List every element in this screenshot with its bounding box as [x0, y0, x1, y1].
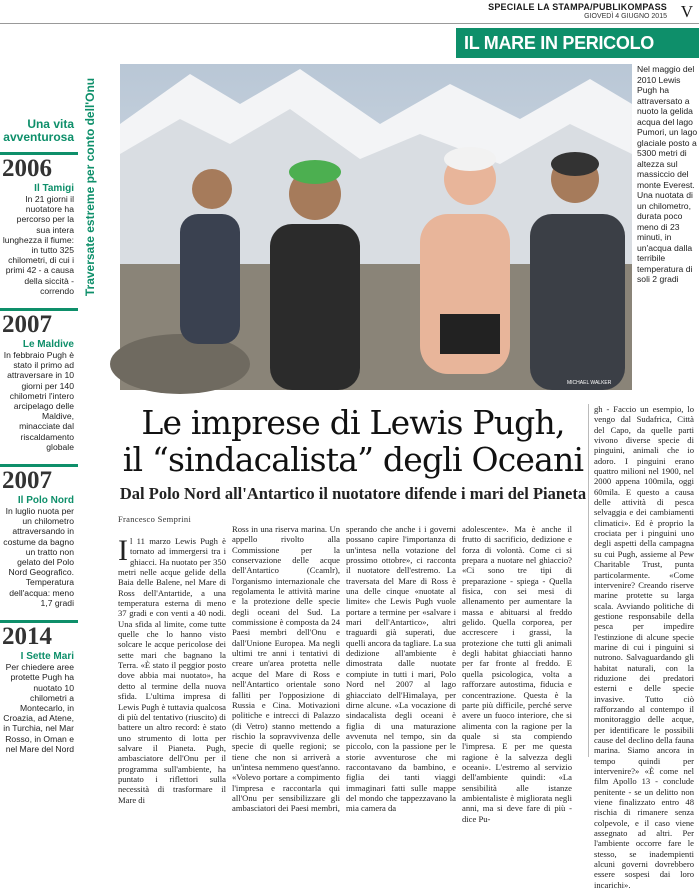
vertical-label-text: Traversate estreme per conto dell'Onu — [83, 77, 97, 297]
article-column-1 — [118, 534, 226, 805]
timeline-entry — [0, 152, 78, 302]
entry-text: In 21 giorni il nuotatore ha percorso per la sua intera lunghezza il fiume: in tutto 325 chilometri, di cui i primi 42 - a causa della siccità - correndo — [2, 194, 74, 296]
entry-year: 2006 — [2, 155, 52, 182]
entry-place: Il Polo Nord — [17, 495, 74, 507]
subheadline: Dal Polo Nord all'Antartico il nuotatore difende i mari del Pianeta — [119, 484, 587, 503]
article-column-2: Ross in una riserva marina. Un appello rivolto alla Commissione per la conservazione delle acque dell'Antartico (Ccamlr), l'organismo internazionale che regolamenta le attività marine e la protezione delle specie degli oceani del Sud. La commissione è composta da 24 Paesi membri dell'Onu e dall'Unione Europea. Ma negli ultimi tre anni i tentativi di creare un'area protetta nelle acque del Mare di Ross e nell'Antartico orientale sono falliti per l'opposizione di Russia e Cina. Motivazioni politiche e intrecci di Palazzo (di Vetro) stanno mettendo a rischio la sopravvivenza delle specie di quelle regioni; se tiene che non si arriverà a un'intesa nemmeno quest'anno. «Volevo portare a compimento l'impresa e raccontarla qui all'Onu per sensibilizzare gli ambasciatori dei Paesi membri, — [232, 524, 340, 814]
timeline-entry — [0, 464, 78, 614]
article-column-3: sperando che anche i i governi possano capire l'importanza di un'intesa nella votazione del prossimo ottobre», ci racconta il nuotatore dell'estremo. La traversata del Mare di Ross è una delle cinque «nuotate al limite» che Lewis Pugh vuole portare a termine per «salvare i mari dell'Antartico», altri traguardi già superati, due quelli ancora da tagliare. La sua dedizione all'ambiente è dimostrata dalle nuotate compiute in tutti i mari, Polo Nord nel 2007 al lago ghiacciato dell'Himalaya, per dirne alcune. «La vocazione di sindacalista degli oceani è figlia di una maturazione avvenuta nel tempo, sin da piccolo, con la passione per le storie avventurose che mi raccontavano da bambino, e figlia dei tanti viaggi immaginari fatti sulle mappe del mondo che tappezzavano la mia camera da — [346, 524, 456, 814]
byline: Francesco Semprini — [118, 514, 192, 524]
entry-place: I Sette Mari — [20, 651, 74, 663]
entry-place: Le Maldive — [22, 339, 74, 351]
photo-illustration — [120, 64, 632, 390]
timeline-sidebar — [0, 118, 78, 757]
section-name: SPECIALE LA STAMPA/PUBLIKOMPASS — [488, 2, 667, 12]
running-header — [0, 0, 699, 24]
section-info — [488, 3, 667, 21]
article-column-5: gh - Faccio un esempio, lo vengo dal Sudafrica, Città del Capo, da quelle parti vivono diverse specie di pinguini, animali che io adoro. I pinguini erano quattro milioni nel 1900, nel 2000 appena 100mila, oggi 60mila. E questo a causa delle attività di pesca selvaggia e dei cambiamenti climatici». Ed è proprio la crociata per i pinguini uno degli aspetti della campagna su cui Pugh, assieme al Pew Charitable Trust, punta particolarmente. «Come intervenire? Creando riserve marine protette su larga scala. Avviando politiche di gestione responsabile della pesca per impedire l'estinzione di alcune specie marine di cui i pinguini si nutrono. Salvaguardando gli habitat naturali, con la riduzione dei predatori esterni e delle specie invasive. Tutto ciò rafforzando al contempo il monitoraggio delle acque, per identificare le possibili cause del declino della fauna marina. Siamo ancora in tempo quindi per intervenire?» «È come nel film Apollo 13 - conclude penitente - se un delitto non viene finalizzato entro 48 rischia di rimanere senza colpevole, e il caso viene assegnato ad altri. Per l'ambiente occorre fare le stesso, se inadempienti alcuni governi dovrebbero essere sospesi dai loro incarichi». — [594, 404, 694, 890]
photo-caption: Nel maggio del 2010 Lewis Pugh ha attraversato a nuoto la gelida acqua del lago Pumori, un lago glaciale posto a 5300 metri di altezza sul massiccio del monte Everest. Una nuotata di un chilometro, durata poco meno di 23 minuti, in un'acqua dalla terribile temperatura di soli 2 gradi — [637, 64, 698, 284]
photo-credit: MICHAEL WALKER — [567, 380, 612, 386]
vertical-label — [80, 70, 98, 310]
column-text: l 11 marzo Lewis Pugh è tornato ad immergersi tra i ghiacci. Ha nuotato per 350 metri nelle acque gelide della Baia delle Balene, nel Mare di Ross dell'Antartide, a una temperatura esterna di meno 37 gradi e con venti a 40 nodi. Una sfida al limite, come tutte quelle che lo hanno visto solcare le acque pericolose dei sette mari che bagnano la Terra. «È stato il peggior posto dove abbia mai nuotato», ha detto al termine della nuova sfida. L'ultima impresa di Lewis Pugh è tuttavia qualcosa di più del tentativo (riuscito) di battere un altro record: è stato uno strumento di lotta per salvare il Pianeta. Pugh, ambasciatore dell'Onu per il programma sull'ambiente, ha puntato i riflettori sulla necessità di trasformare il Mare di — [118, 536, 226, 805]
entry-text: In febbraio Pugh è stato il primo ad attraversare in 10 giorni per 140 chilometri l'intero arcipelago delle Maldive, minacciate dal riscaldamento globale — [3, 350, 74, 452]
issue-date: GIOVEDÌ 4 GIUGNO 2015 — [584, 13, 667, 20]
entry-year: 2007 — [2, 311, 52, 339]
entry-text: Per chiedere aree protette Pugh ha nuotato 10 chilometri a Montecarlo, in Croazia, ad Atene, in Turchia, nel Mar Rosso, in Oman e nel Mare del Nord — [3, 662, 74, 754]
page-number: V — [680, 2, 693, 21]
headline — [118, 404, 588, 478]
entry-year: 2014 — [2, 623, 52, 651]
entry-place: Il Tamigi — [34, 183, 74, 194]
article-column-4: adolescente». Ma è anche il frutto di sacrificio, dedizione e forza di volontà. Come ci si prepara a nuotare nel ghiaccio? «Ci sono tre tipi di preparazione - spiega - Quella fisica, con sei mesi di allenamento per aumentare la massa e abituarsi al freddo gelido. Quella corporea, per accrescere i grassi, la protezione che tutti gli animali degli habitat ghiacciati hanno per far fronte al freddo. E quella psicologica, volta a rafforzare autostima, fiducia e concentrazione. Questa è la parte più difficile, perché serve avere un fuoco interiore, che si alimenta con la ragione per la quale si sta compiendo l'impresa. E per me questa ragione è la salvezza degli oceani». L'estremo al servizio dell'ambiente quindi: «La sensibilità alle istanze ambientaliste è migliorata negli anni, ma si deve fare di più - dice Pu- — [462, 524, 572, 824]
entry-year: 2007 — [2, 467, 52, 495]
timeline-entry — [0, 620, 78, 760]
lead-photo — [120, 64, 632, 390]
headline-line-2: il “sindacalista” degli Oceani — [122, 440, 584, 479]
entry-text: In luglio nuota per un chilometro attraversando in costume da bagno un tratto non gelato del Polo Nord Geografico. Temperatura dell'acqua: meno 1,7 gradi — [3, 506, 74, 608]
timeline-entry — [0, 308, 78, 458]
column-divider — [588, 404, 589, 757]
section-banner: IL MARE IN PERICOLO — [456, 28, 699, 58]
headline-line-1: Le imprese di Lewis Pugh, — [141, 403, 565, 442]
sidebar-kicker: Una vita avventurosa — [3, 117, 74, 144]
drop-cap: I — [118, 534, 128, 567]
